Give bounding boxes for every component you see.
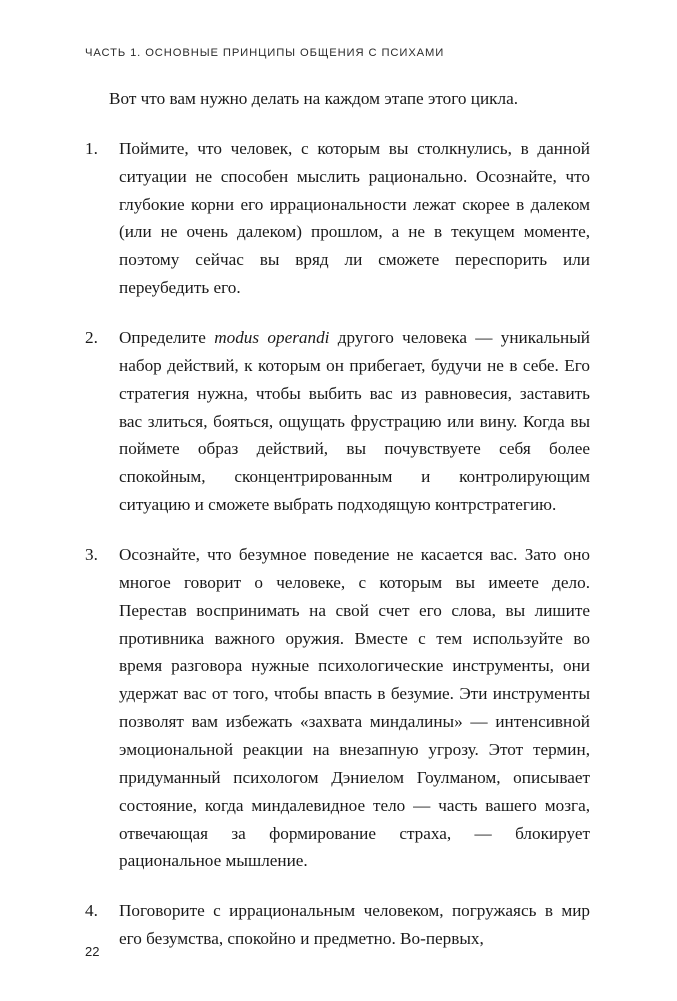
list-item-number: 2. (85, 328, 98, 348)
list-item (85, 324, 590, 519)
numbered-list (85, 135, 590, 953)
list-item-number: 1. (85, 138, 98, 158)
page-content (85, 85, 590, 975)
list-item-number: 4. (85, 901, 98, 921)
list-item-text-before: Поговорите с иррациональным человеком, погружаясь в мир его безумства, спокойно и предметно. Во-первых, (119, 901, 590, 949)
list-item-text-before: Осознайте, что безумное поведение не касается вас. Зато оно многое говорит о человеке, с которым вы имеете дело. Перестав воспринимать на свой счет его слова, вы лишите противника важного оружия. Вместе с тем используйте во время разговора нужные психологические инструменты, они удержат вас от того, чтобы впасть в безумие. Эти инструменты позволят вам избежать «захвата миндалины» — интенсивной эмоциональной реакции на внезапную угрозу. Этот термин, придуманный психологом Дэниелом Гоулманом, описывает состояние, когда миндалевидное тело — часть вашего мозга, отвечающая за формирование страха, — блокирует рациональное мышление. (119, 545, 590, 871)
list-item-text-before: Поймите, что человек, с которым вы столкнулись, в данной ситуации не способен мыслить рационально. Осознайте, что глубокие корни его иррациональности лежат скорее в далеком (или не очень далеком) прошлом, а не в текущем моменте, поэтому сейчас вы вряд ли сможете переспорить или переубедить его. (119, 138, 590, 298)
page-number: 22 (85, 944, 100, 959)
list-item-number: 3. (85, 545, 98, 565)
list-item (85, 897, 590, 953)
list-item-text-after: другого человека — уникальный набор действий, к которым он прибегает, будучи не в себе. Его стратегия нужна, чтобы выбить вас из равновесия, заставить вас злиться, бояться, ощущать фрустрацию или вину. Когда вы поймете образ действий, вы почувствуете себя более спокойным, сконцентрированным и контролирующим ситуацию и сможете выбрать подходящую контрстратегию. (119, 328, 590, 515)
list-item-text-italic: modus operandi (214, 328, 330, 348)
running-head: ЧАСТЬ 1. ОСНОВНЫЕ ПРИНЦИПЫ ОБЩЕНИЯ С ПСИХАМИ (85, 47, 445, 59)
list-item (85, 541, 590, 875)
list-item (85, 135, 590, 302)
intro-paragraph: Вот что вам нужно делать на каждом этапе этого цикла. (109, 89, 518, 108)
list-item-text-before: Определите (119, 328, 215, 348)
